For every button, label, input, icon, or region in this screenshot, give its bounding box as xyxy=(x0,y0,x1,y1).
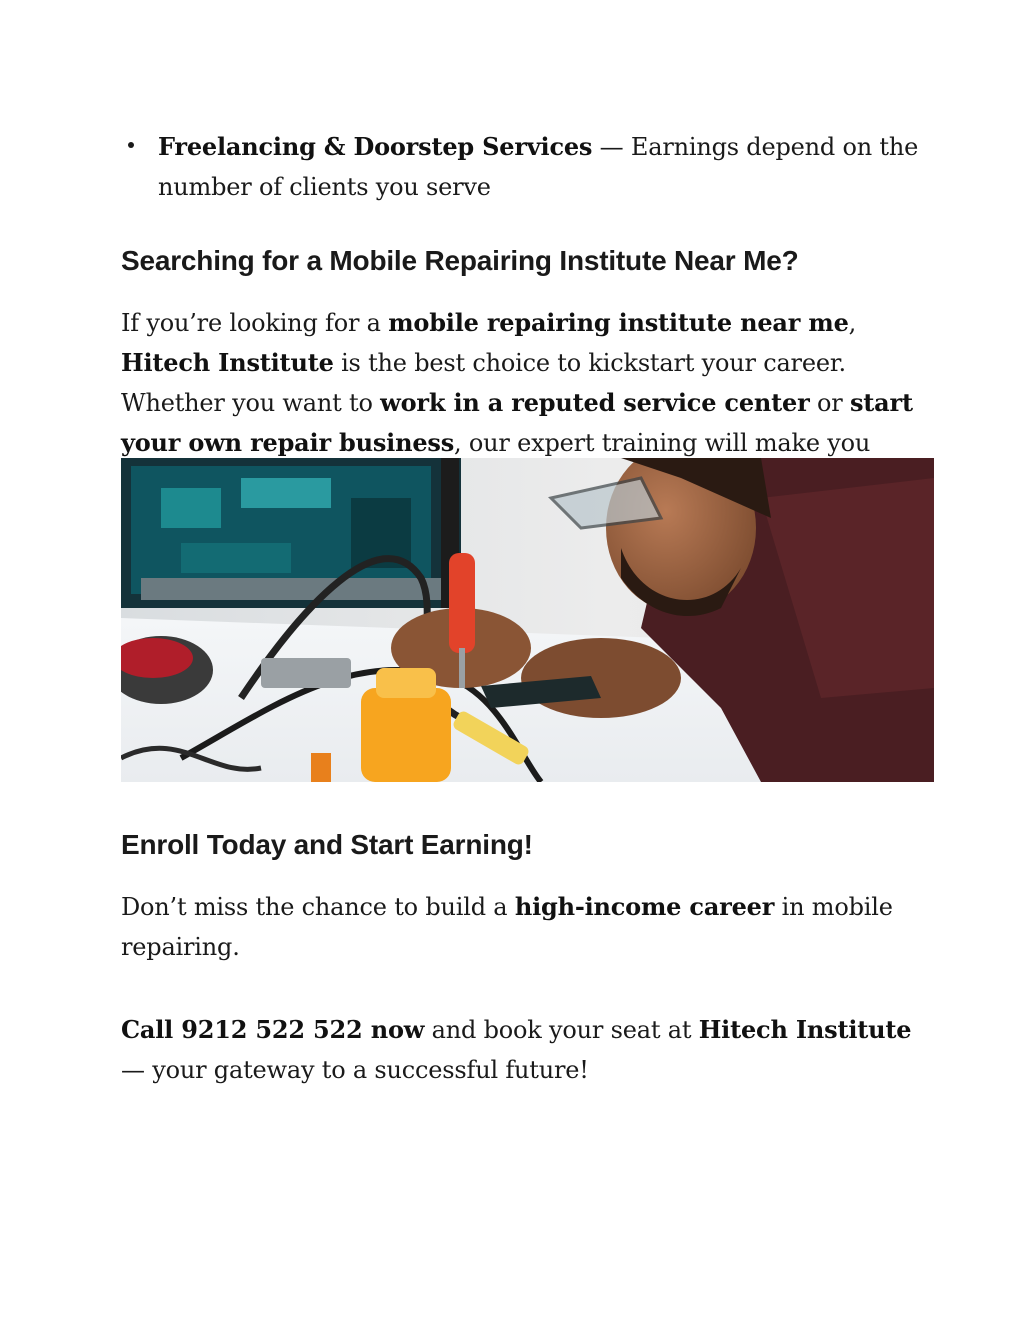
paragraph-enroll xyxy=(121,887,934,967)
section-heading-search: Searching for a Mobile Repairing Institute Near Me? xyxy=(121,245,799,276)
text-run: is the best choice to kickstart your career. Whether you want to xyxy=(121,349,846,417)
text-run: or xyxy=(809,389,850,417)
paragraph-call-to-action xyxy=(121,1010,934,1090)
list-item xyxy=(121,127,934,207)
bullet-term: Freelancing & Doorstep Services xyxy=(158,132,593,161)
technician-repairing-phone-photo xyxy=(121,458,934,782)
text-run: Don’t miss the chance to build a xyxy=(121,893,515,921)
bold-phrase: high-income career xyxy=(514,892,775,921)
bold-institute-name: Hitech Institute xyxy=(121,348,334,377)
text-run: , our expert training will make you xyxy=(454,429,871,457)
section-heading-enroll: Enroll Today and Start Earning! xyxy=(121,829,533,860)
text-run: If you’re looking for a xyxy=(121,309,389,337)
text-run: and book your seat at xyxy=(424,1016,699,1044)
text-run: — your gateway to a successful future! xyxy=(121,1056,589,1084)
bold-institute-name: Hitech Institute xyxy=(698,1015,912,1044)
text-run: , xyxy=(848,309,857,337)
bullet-icon xyxy=(128,142,134,148)
bullet-list xyxy=(121,127,934,207)
bold-phrase: work in a reputed service center xyxy=(380,388,810,417)
bullet-description: — Earnings depend on the number of clients you serve xyxy=(158,133,919,201)
bold-phone-call: Call 9212 522 522 now xyxy=(121,1015,425,1044)
text-run: in mobile repairing. xyxy=(121,893,893,961)
bold-keyword: mobile repairing institute near me xyxy=(388,308,849,337)
bold-phrase: start your own repair business xyxy=(121,388,913,457)
